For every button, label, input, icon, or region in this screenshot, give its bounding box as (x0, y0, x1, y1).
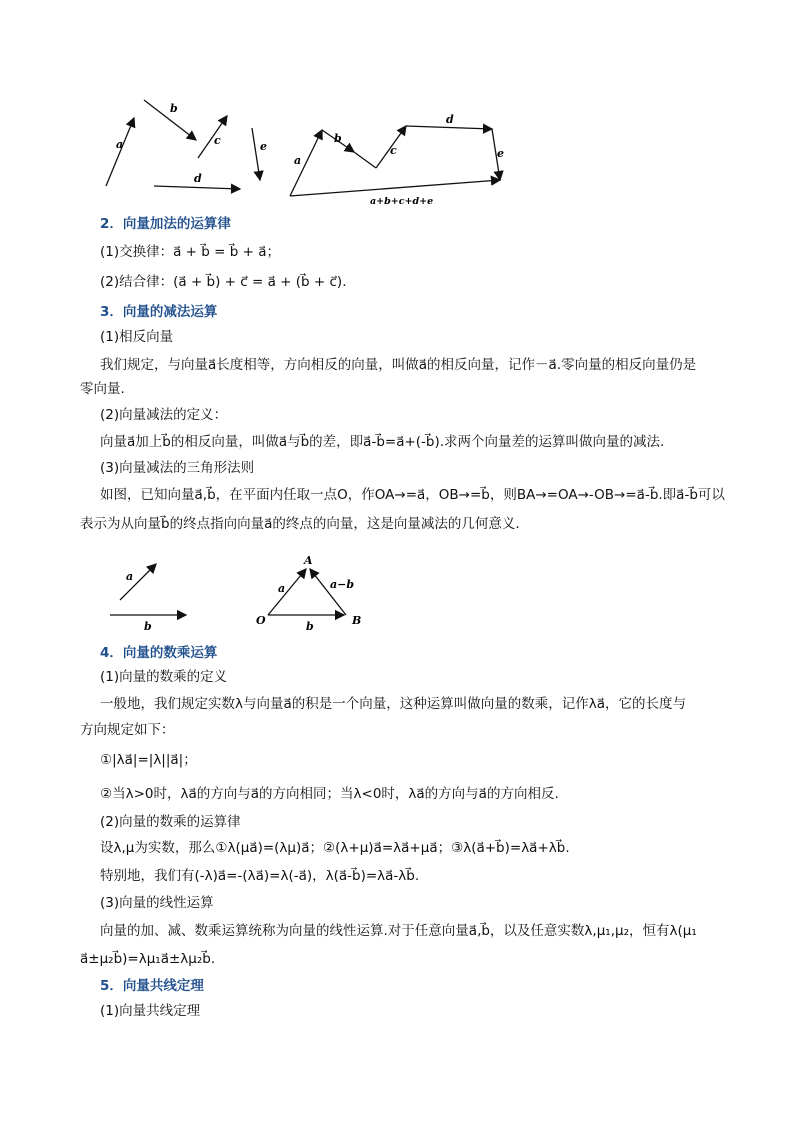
section-5-title: 5．向量共线定理 (100, 978, 204, 994)
paragraph-linear-2: a⃗±μ₂b⃗)=λμ₁a⃗±λμ₂b⃗. (80, 951, 216, 967)
poly-label-b: b (334, 132, 342, 145)
commutative-law: (1)交换律：a⃗ + b⃗ = b⃗ + a⃗； (100, 244, 280, 260)
paragraph-scalar-special: 特别地，我们有(-λ)a⃗=-(λa⃗)=λ(-a⃗)，λ(a⃗-b⃗)=λa⃗-λb⃗. (100, 868, 420, 884)
paragraph-opposite-1: 我们规定，与向量a⃗长度相等，方向相反的向量，叫做a⃗的相反向量，记作－a⃗.零向量的相反向量仍是 (100, 357, 697, 373)
poly-sum-label: a+b+c+d+e (370, 196, 434, 207)
subheading-collinear-theorem: (1)向量共线定理 (100, 1003, 201, 1019)
vector-c (198, 116, 227, 158)
point-A: A (304, 554, 313, 567)
paragraph-linear-1: 向量的加、减、数乘运算统称为向量的线性运算.对于任意向量a⃗,b⃗，以及任意实数λ,μ₁,μ₂，恒有λ(μ₁ (100, 923, 697, 939)
poly-label-a: a (294, 154, 302, 167)
poly-label-d: d (446, 113, 454, 126)
paragraph-scalar-1: 一般地，我们规定实数λ与向量a⃗的积是一个向量，这种运算叫做向量的数乘，记作λa⃗，它的长度与 (100, 696, 687, 712)
vector-OA (268, 569, 306, 615)
paragraph-triangle-2: 表示为从向量b⃗的终点指向向量a⃗的终点的向量，这是向量减法的几何意义. (80, 516, 520, 532)
paragraph-triangle-1: 如图，已知向量a⃗,b⃗，在平面内任取一点O，作OA→=a⃗，OB→=b⃗，则BA→=OA→-OB→=a⃗-b⃗.即a⃗-b⃗可以 (100, 487, 725, 503)
section-4-title: 4．向量的数乘运算 (100, 645, 218, 661)
vector-BA (310, 569, 346, 615)
label-a-triangle: a (278, 582, 286, 595)
point-O: O (256, 614, 266, 627)
vector-addition-figure (96, 90, 516, 212)
poly-label-e: e (497, 147, 504, 160)
vector-e (252, 128, 260, 180)
label-e: e (260, 140, 267, 153)
paragraph-scalar-2: 方向规定如下： (80, 722, 175, 738)
paragraph-scalar-laws: 设λ,μ为实数，那么①λ(μa⃗)=(λμ)a⃗；②(λ+μ)a⃗=λa⃗+μa⃗；③λ(a⃗+b⃗)=λa⃗+λb⃗. (100, 840, 570, 856)
label-a-minus-b: a−b (330, 578, 355, 591)
poly-sum-vector (290, 180, 500, 196)
subheading-triangle-rule: (3)向量减法的三角形法则 (100, 460, 255, 476)
poly-vector-b2 (354, 152, 376, 168)
paragraph-subtraction-def: 向量a⃗加上b⃗的相反向量，叫做a⃗与b⃗的差，即a⃗-b⃗=a⃗+(-b⃗).求两个向量差的运算叫做向量的减法. (100, 434, 665, 450)
label-a: a (116, 138, 124, 151)
paragraph-opposite-2: 零向量. (80, 381, 125, 397)
vector-subtraction-figure (100, 552, 390, 636)
subheading-opposite-vector: (1)相反向量 (100, 329, 174, 345)
rule-direction: ②当λ>0时，λa⃗的方向与a⃗的方向相同；当λ<0时，λa⃗的方向与a⃗的方向相反. (100, 786, 559, 802)
poly-label-c: c (390, 144, 397, 157)
subheading-scalar-def: (1)向量的数乘的定义 (100, 669, 228, 685)
associative-law: (2)结合律：(a⃗ + b⃗) + c⃗ = a⃗ + (b⃗ + c⃗). (100, 274, 347, 290)
subheading-linear-ops: (3)向量的线性运算 (100, 895, 214, 911)
label-a-free: a (126, 570, 134, 583)
poly-vector-d (406, 126, 492, 129)
label-b: b (170, 102, 178, 115)
label-d: d (194, 172, 202, 185)
vector-d (154, 186, 240, 189)
subheading-subtraction-def: (2)向量减法的定义： (100, 407, 228, 423)
vector-a (106, 118, 134, 186)
label-b-triangle: b (306, 620, 314, 633)
section-3-title: 3．向量的减法运算 (100, 304, 218, 320)
rule-magnitude: ①|λa⃗|=|λ||a⃗|； (100, 752, 197, 768)
label-b-free: b (144, 620, 152, 633)
point-B: B (352, 614, 362, 627)
label-c: c (214, 134, 221, 147)
subheading-scalar-laws: (2)向量的数乘的运算律 (100, 814, 241, 830)
section-2-title: 2．向量加法的运算律 (100, 216, 231, 232)
